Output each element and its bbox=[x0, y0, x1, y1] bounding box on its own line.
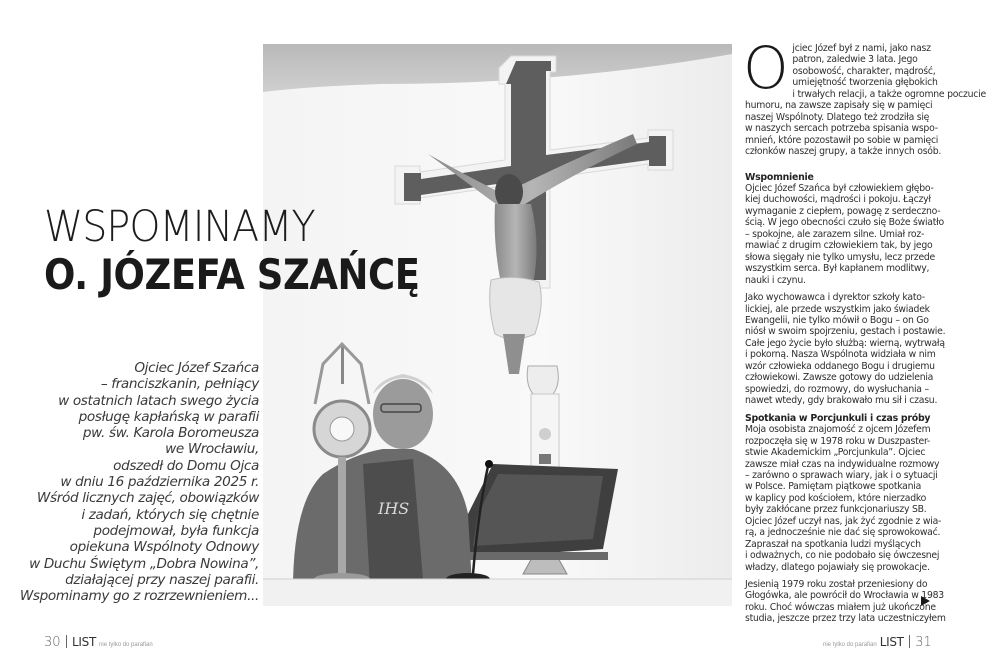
text-line: stwie Akademickim „Porcjunkula”. Ojciec bbox=[745, 447, 926, 459]
text-line: i odważnych, co nie podobało się ówczesnej bbox=[745, 550, 940, 562]
lead-line: Wspominamy go z rozrzewnieniem... bbox=[19, 588, 259, 605]
text-line: Całe jego życie było służbą: wierną, wytrwałą bbox=[745, 337, 945, 349]
text-line: naszej Wspólnoty. Dlatego też zrodziła się bbox=[745, 111, 930, 123]
text-line: wzór człowieka oddanego Bogu i drugiemu bbox=[745, 360, 935, 372]
lead-line: w ostatnich latach swego życia bbox=[58, 392, 259, 409]
lead-line: w dniu 16 października 2025 r. bbox=[60, 474, 259, 491]
text-line: rozpoczęła się w 1978 roku w Duszpaster- bbox=[745, 435, 931, 447]
lead-line: podejmował, była funkcja bbox=[93, 522, 259, 539]
text-line: Ewangelii, nie tylko mówił o Bogu – on Go bbox=[745, 315, 929, 327]
lead-line: posługę kapłańską w parafii bbox=[78, 408, 259, 425]
magazine-brand: LIST bbox=[72, 635, 97, 649]
text-line: mawiać z drugim człowiekiem tak, by jego bbox=[745, 240, 933, 252]
text-line: Jesienią 1979 roku został przeniesiony do bbox=[745, 579, 928, 591]
text-line: nawet wtedy, gdy brakowało mu sił i czasu. bbox=[745, 395, 938, 407]
article-body bbox=[743, 34, 986, 631]
drop-cap: O bbox=[743, 34, 789, 102]
text-line: zawsze miał czas na indywidualne rozmowy bbox=[745, 458, 940, 470]
intro-paragraph bbox=[743, 34, 986, 158]
text-line: humoru, na zawsze zapisały się w pamięci bbox=[745, 100, 933, 112]
text-line: ścią. W jego obecności czuło się Boże światło bbox=[745, 217, 944, 229]
text-line: – spokojne, ale zarazem silne. Umiał roz- bbox=[745, 228, 925, 240]
text-line: umiejętność tworzenia głębokich bbox=[792, 77, 938, 89]
text-line: lickiej, ale przede wszystkim jako świadek bbox=[745, 303, 930, 315]
lead-line: i zadań, których się chętnie bbox=[81, 506, 259, 523]
section-porcjunkula bbox=[745, 413, 945, 625]
text-line: patron, zaledwie 3 lata. Jego bbox=[792, 54, 918, 66]
lead-line: we Wrocławiu, bbox=[165, 441, 259, 458]
lead-line: Ojciec Józef Szańca bbox=[134, 360, 259, 376]
page-number: 31 bbox=[915, 635, 932, 650]
magazine-tagline: nie tylko do parafian bbox=[823, 642, 877, 648]
text-line: studia, jeszcze przez trzy lata uczestniczyłem bbox=[745, 613, 946, 625]
text-line: w naszych sercach potrzeba spisania wspo- bbox=[745, 123, 938, 135]
text-line: spowiedzi, do rozmowy, do wysłuchania – bbox=[745, 383, 929, 395]
text-line: nauki i czynu. bbox=[745, 274, 806, 286]
lead-line: pw. św. Karola Boromeusza bbox=[82, 425, 259, 442]
arrow-right-icon bbox=[921, 596, 930, 606]
text-line: słowa sięgały nie tylko umysłu, lecz przede bbox=[745, 251, 936, 263]
lead-line: w Duchu Świętym „Dobra Nowina”, bbox=[29, 555, 259, 572]
body-paragraph bbox=[745, 292, 945, 407]
footer-divider bbox=[909, 635, 911, 648]
text-line: rą, a jednocześnie nie dać się sprowokować. bbox=[745, 527, 941, 539]
lead-line: odszedł do Domu Ojca bbox=[113, 457, 259, 474]
svg-text:IHS: IHS bbox=[378, 499, 410, 518]
text-line: Moja osobista znajomość z ojcem Józefem bbox=[745, 424, 931, 436]
photo-illustration bbox=[263, 44, 732, 606]
lead-line: Wśród licznych zajęć, obowiązków bbox=[36, 490, 259, 507]
text-line: Ojciec Józef uczył nas, jak żyć zgodnie z wia- bbox=[745, 515, 942, 527]
text-line: roku. Choć wówczas miałem już ukończone bbox=[745, 601, 936, 613]
text-line: były zakłócane przez funkcjonariuszy SB. bbox=[745, 504, 927, 516]
text-line: i pokorną. Nasza Wspólnota widziała w nim bbox=[745, 349, 936, 361]
text-line: władzy, dlatego pojawiały się prowokacje. bbox=[745, 561, 930, 573]
text-line: człowiekowi. Zawsze gotowy do udzielenia bbox=[745, 372, 934, 384]
section-wspomnienie bbox=[745, 172, 945, 407]
title-line-1: WSPOMINAMY bbox=[44, 202, 315, 252]
article-title bbox=[44, 204, 471, 300]
text-line: kiej duchowości, mądrości i pokoju. Łączył bbox=[745, 194, 931, 206]
text-line: i trwałych relacji, a także ogromne poczucie bbox=[792, 88, 986, 100]
page-number: 30 bbox=[44, 635, 61, 650]
article-photo bbox=[263, 44, 732, 606]
text-line: niósł w swoim spojrzeniu, gestach i postawie. bbox=[745, 326, 946, 338]
text-line: jciec Józef był z nami, jako nasz bbox=[792, 43, 931, 54]
text-line: w Polsce. Pamiętam piątkowe spotkania bbox=[745, 481, 922, 493]
section-heading: Wspomnienie bbox=[745, 171, 814, 183]
body-paragraph bbox=[745, 579, 945, 625]
magazine-brand: LIST bbox=[879, 635, 904, 649]
section-heading: Spotkania w Porcjunkuli i czas próby bbox=[745, 412, 931, 424]
text-line: wszystkim serca. Był kapłanem modlitwy, bbox=[745, 263, 930, 275]
footer-divider bbox=[66, 635, 68, 648]
text-line: Głogówka, ale powrócił do Wrocławia w 1983 bbox=[745, 590, 944, 602]
text-line: członków naszej grupy, a także innych osób. bbox=[745, 146, 942, 158]
footer-right bbox=[820, 633, 932, 650]
text-line: Zapraszał na spotkania ludzi myślących bbox=[745, 538, 921, 550]
magazine-tagline: nie tylko do parafian bbox=[99, 642, 153, 648]
lead-paragraph bbox=[18, 360, 259, 604]
text-line: osobowość, charakter, mądrość, bbox=[792, 65, 936, 77]
text-line: wymaganie z ciepłem, powagę z serdeczno- bbox=[745, 205, 941, 217]
text-line: – zarówno o sprawach wiary, jak i o sytuacji bbox=[745, 469, 938, 481]
text-line: Jako wychowawca i dyrektor szkoły kato- bbox=[745, 292, 925, 304]
title-line-2: O. JÓZEFA SZAŃCĘ bbox=[44, 250, 420, 299]
text-line: mnień, które pozostawił po sobie w pamięci bbox=[745, 134, 939, 146]
lead-line: opiekuna Wspólnoty Odnowy bbox=[69, 539, 259, 556]
text-line: Ojciec Józef Szańca był człowiekiem głębo- bbox=[745, 183, 934, 195]
text-line: w kaplicy pod kościołem, które nierzadko bbox=[745, 492, 927, 504]
altar-cloth bbox=[263, 579, 732, 606]
lead-line: – franciszkanin, pełniący bbox=[100, 376, 259, 393]
body-paragraph bbox=[745, 183, 945, 286]
body-paragraph bbox=[745, 424, 945, 573]
footer-left bbox=[44, 633, 156, 650]
lead-line: działającej przy naszej parafii. bbox=[65, 571, 259, 588]
